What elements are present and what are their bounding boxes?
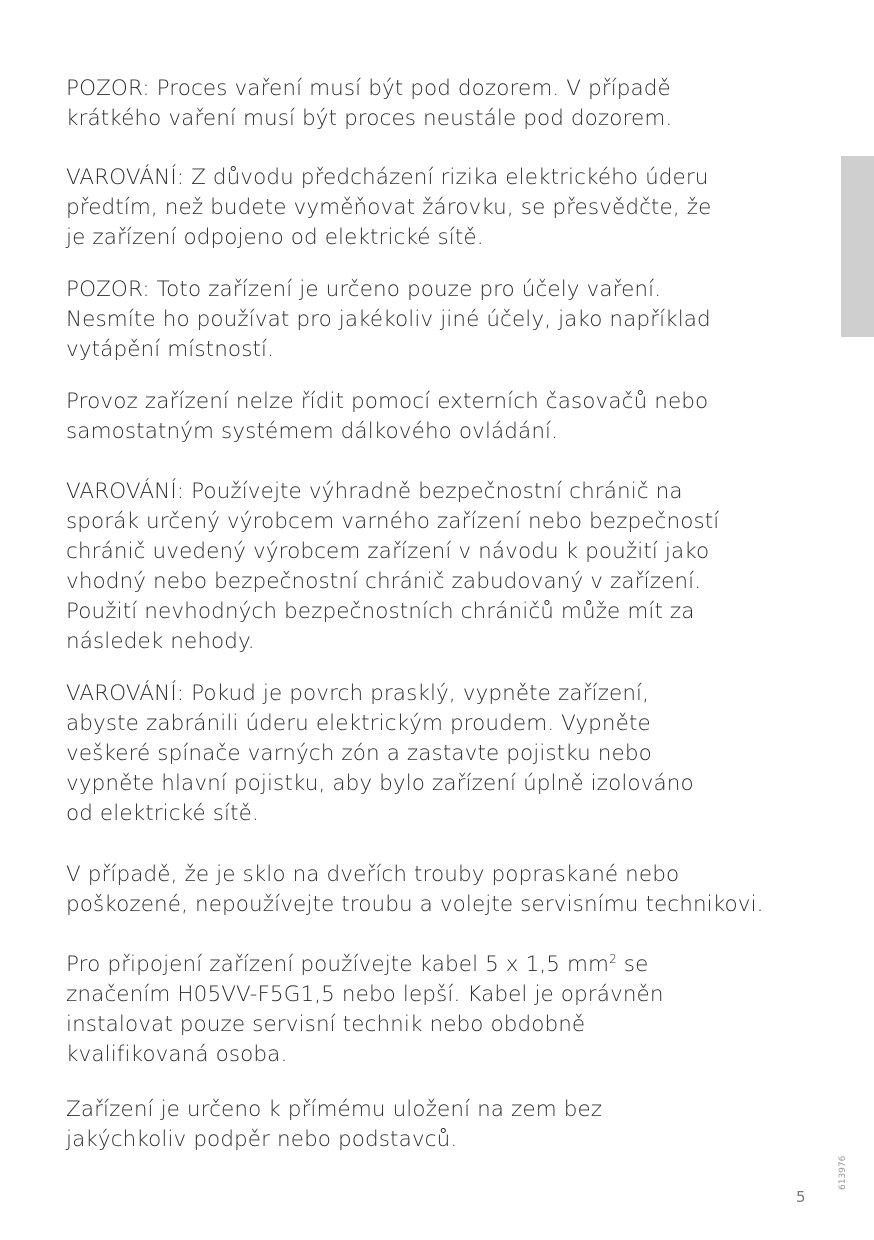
text-line: VAROVÁNÍ: Používejte výhradně bezpečnostní chránič na — [66, 479, 683, 504]
paragraph-caution-purpose — [66, 275, 711, 365]
text-line: abyste zabránili úderu elektrickým proudem. Vypněte — [66, 711, 651, 736]
paragraph-caution-supervision — [66, 74, 672, 134]
superscript: 2 — [609, 951, 617, 966]
text-line: vytápění místností. — [66, 337, 275, 362]
text-line: krátkého vaření musí být proces neustále pod dozorem. — [66, 106, 673, 131]
text-line: předtím, než budete vyměňovat žárovku, se přesvědčte, že — [66, 195, 712, 220]
text-line: sporák určený výrobcem varného zařízení nebo bezpečností — [66, 509, 720, 534]
text-line: V případě, že je sklo na dveřích trouby popraskané nebo — [66, 862, 680, 887]
text-line: instalovat pouze servisní technik nebo obdobně — [66, 1012, 586, 1037]
text-line — [66, 950, 664, 980]
text-line: Použití nevhodných bezpečnostních chráničů může mít za — [66, 599, 695, 624]
text-line: Zařízení je určeno k přímému uložení na zem bez — [66, 1097, 603, 1122]
text-line: veškeré spínače varných zón a zastavte pojistku nebo — [66, 741, 652, 766]
text-line: vypněte hlavní pojistku, aby bylo zařízení úplně izolováno — [66, 771, 694, 796]
text-line: chránič uvedený výrobcem zařízení v návodu k použití jako — [66, 539, 710, 564]
paragraph-external-timers — [66, 387, 708, 447]
paragraph-warning-guard — [66, 477, 719, 657]
text-line: VAROVÁNÍ: Pokud je povrch prasklý, vypněte zařízení, — [66, 681, 650, 706]
text-line: kvalifikovaná osoba. — [66, 1042, 288, 1067]
text-line: Provoz zařízení nelze řídit pomocí externích časovačů nebo — [66, 389, 709, 414]
page-number: 5 — [796, 1188, 806, 1206]
text-line: od elektrické sítě. — [66, 801, 259, 826]
text-line: poškozené, nepoužívejte troubu a volejte servisnímu technikovi. — [66, 892, 764, 917]
text-line: vhodný nebo bezpečnostní chránič zabudovaný v zařízení. — [66, 569, 702, 594]
text-line: následek nehody. — [66, 629, 255, 654]
paragraph-warning-bulb — [66, 163, 711, 253]
text-line: POZOR: Proces vaření musí být pod dozorem. V případě — [66, 76, 671, 101]
text-line: je zařízení odpojeno od elektrické sítě. — [66, 225, 484, 250]
paragraph-floor-placement — [66, 1095, 602, 1155]
text-line: značením H05VV-F5G1,5 nebo lepší. Kabel je oprávněn — [66, 982, 664, 1007]
text-line: Nesmíte ho používat pro jakékoliv jiné účely, jako například — [66, 307, 711, 332]
text-segment: se — [616, 952, 649, 977]
document-code: 613976 — [838, 1155, 848, 1190]
text-line: POZOR: Toto zařízení je určeno pouze pro účely vaření. — [66, 277, 662, 302]
section-tab-marker — [841, 156, 874, 337]
text-segment: Pro připojení zařízení používejte kabel 5 x 1,5 mm — [66, 952, 610, 977]
paragraph-warning-cracked-surface — [66, 679, 694, 829]
paragraph-oven-glass — [66, 860, 764, 920]
paragraph-cable-connection — [66, 950, 664, 1070]
text-line: samostatným systémem dálkového ovládání. — [66, 419, 559, 444]
text-line: VAROVÁNÍ: Z důvodu předcházení rizika elektrického úderu — [66, 165, 709, 190]
text-line: jakýchkoliv podpěr nebo podstavců. — [66, 1127, 458, 1152]
